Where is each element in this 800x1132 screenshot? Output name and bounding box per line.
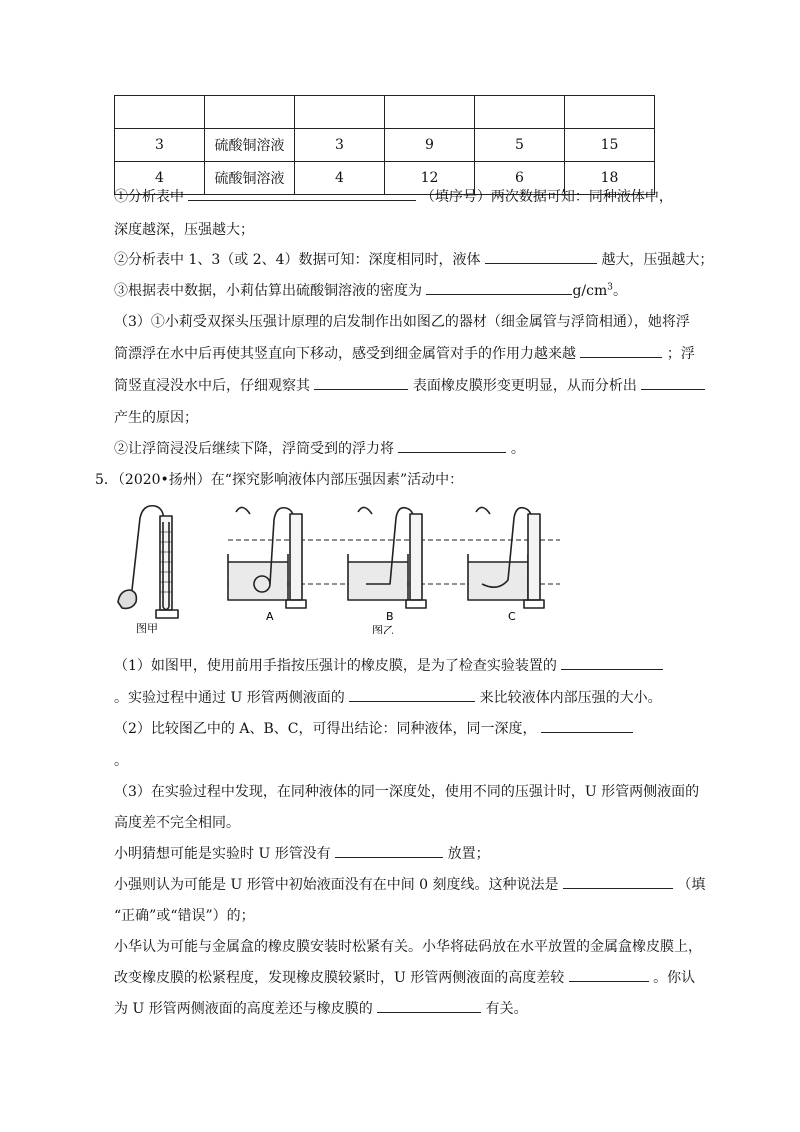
question-line: 产生的原因；: [114, 410, 198, 426]
table-cell: [115, 96, 205, 129]
answer-blank[interactable]: [563, 874, 673, 889]
question-line: [114, 967, 695, 987]
table-cell: [565, 96, 655, 129]
table-cell: 9: [385, 129, 475, 162]
question-line: [114, 843, 490, 863]
text: 表面橡皮膜形变更明显，从而分析出: [412, 378, 637, 394]
table-row: [115, 96, 655, 129]
table-cell: 4: [295, 162, 385, 195]
answer-blank[interactable]: [541, 718, 633, 733]
table-cell: 硫酸铜溶液: [205, 162, 295, 195]
table-row: [115, 129, 655, 162]
answer-blank[interactable]: [569, 967, 649, 982]
text: ③根据表中数据，小莉估算出硫酸铜溶液的密度为: [114, 283, 422, 299]
text: 小强则认为可能是 U 形管中初始液面没有在中间 0 刻度线。这种说法是: [114, 877, 559, 893]
text: 筒漂浮在水中后再使其竖直向下移动，感受到细金属管对手的作用力越来越: [114, 346, 576, 362]
text: 。你认: [653, 970, 696, 986]
text: 为 U 形管两侧液面的高度差还与橡皮膜的: [114, 1001, 373, 1017]
question-line: 小华认为可能与金属盒的橡皮膜安装时松紧有关。小华将砝码放在水平放置的金属盒橡皮膜上，: [114, 939, 702, 955]
table-cell: [475, 96, 565, 129]
table-cell: 3: [115, 129, 205, 162]
unit-exponent: 3: [607, 282, 613, 293]
question-line: [114, 375, 705, 395]
table-cell: 15: [565, 129, 655, 162]
question-line: [114, 874, 705, 894]
question-line: （3）在实验过程中发现，在同种液体的同一深度处，使用不同的压强计时，U 形管两侧液面的: [114, 784, 700, 800]
table-cell: 6: [475, 162, 565, 195]
question-title: 5．（2020•扬州）在“探究影响液体内部压强因素”活动中：: [95, 472, 464, 488]
text: （2）比较图乙中的 A、B、C，可得出结论：同种液体，同一深度，: [114, 721, 537, 737]
question-line: “正确”或“错误”）的；: [114, 908, 255, 924]
text: （填序号）两次数据可知：同种液体中，: [420, 189, 673, 205]
answer-blank[interactable]: [580, 343, 662, 358]
table-cell: [385, 96, 475, 129]
text: 来比较液体内部压强的大小。: [479, 690, 662, 706]
question-line: [114, 687, 662, 707]
text: 改变橡皮膜的松紧程度，发现橡皮膜较紧时，U 形管两侧液面的高度差较: [114, 970, 565, 986]
answer-blank[interactable]: [377, 998, 481, 1013]
text: （填: [677, 877, 706, 893]
answer-blank[interactable]: [335, 843, 443, 858]
text: 放置；: [447, 846, 490, 862]
question-line: 。: [114, 753, 128, 769]
question-line: [114, 718, 633, 738]
text: 有关。: [485, 1001, 528, 1017]
table-cell: 3: [295, 129, 385, 162]
question-line: [114, 249, 713, 269]
table-cell: 12: [385, 162, 475, 195]
table-cell: [205, 96, 295, 129]
question-line: [114, 438, 525, 458]
text: 。: [510, 441, 525, 457]
text: 筒竖直浸没水中后，仔细观察其: [114, 378, 310, 394]
text: 。: [612, 283, 627, 299]
table-cell: 4: [115, 162, 205, 195]
figure-jia-manometer: [118, 506, 178, 618]
label-c: C: [508, 610, 516, 623]
label-jia: 图甲: [136, 622, 158, 634]
question-line: [114, 655, 663, 675]
table-cell: 5: [475, 129, 565, 162]
question-line: [114, 343, 695, 363]
answer-blank[interactable]: [349, 687, 475, 702]
answer-blank[interactable]: [314, 375, 408, 390]
label-b: B: [386, 610, 394, 623]
answer-blank[interactable]: [426, 280, 572, 295]
answer-blank[interactable]: [188, 186, 416, 201]
question-line: [114, 186, 673, 206]
answer-blank[interactable]: [641, 375, 705, 390]
table-cell: [295, 96, 385, 129]
text: 小明猜想可能是实验时 U 形管没有: [114, 846, 331, 862]
text: ②让浮筒浸没后继续下降，浮筒受到的浮力将: [114, 441, 394, 457]
question-line: 高度差不完全相同。: [114, 815, 240, 831]
answer-blank[interactable]: [485, 249, 597, 264]
label-a: A: [266, 610, 274, 623]
answer-blank[interactable]: [561, 655, 663, 670]
text: ；浮: [666, 346, 695, 362]
question-line: （3）①小莉受双探头压强计原理的启发制作出如图乙的器材（细金属管与浮筒相通），她将浮: [114, 314, 690, 330]
answer-blank[interactable]: [398, 438, 506, 453]
beaker-b: [348, 507, 426, 608]
table-cell: 18: [565, 162, 655, 195]
pressure-gauge-figure: [110, 492, 560, 634]
text: ②分析表中 1、3（或 2、4）数据可知：深度相同时，液体: [114, 252, 481, 268]
text: （1）如图甲，使用前用手指按压强计的橡皮膜，是为了检查实验装置的: [114, 658, 557, 674]
question-line: [114, 998, 528, 1018]
data-table: [114, 95, 655, 195]
beaker-a: [228, 507, 306, 608]
text: 。实验过程中通过 U 形管两侧液面的: [114, 690, 345, 706]
question-line: [114, 280, 627, 300]
label-yi: 图乙: [372, 624, 394, 634]
text: ①分析表中: [114, 189, 184, 205]
table-cell: 硫酸铜溶液: [205, 129, 295, 162]
text: 越大，压强越大；: [601, 252, 714, 268]
unit: g/cm: [572, 283, 608, 299]
question-line: 深度越深，压强越大；: [114, 222, 254, 238]
beaker-c: [468, 507, 544, 608]
